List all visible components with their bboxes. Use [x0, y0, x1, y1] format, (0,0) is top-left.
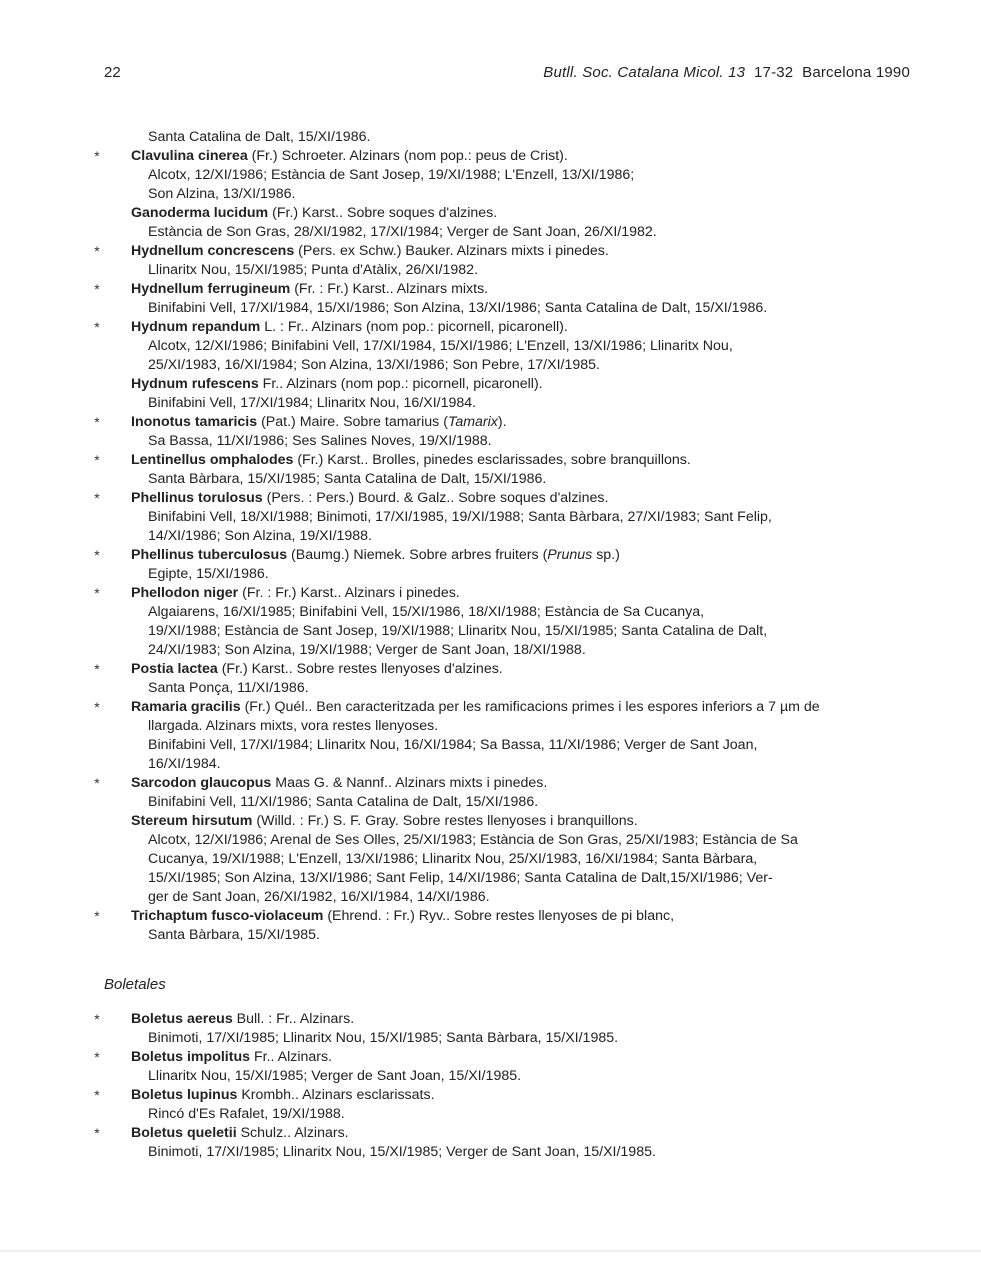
- asterisk-marker: *: [94, 585, 100, 601]
- page-number: 22: [104, 64, 121, 81]
- species-locality: Santa Bàrbara, 15/XI/1985.: [148, 927, 320, 943]
- species-habitat: . Alzinars (nom pop.: picornell, picaronell).: [279, 376, 543, 392]
- species-habitat: . Alzinars mixts i pinedes.: [388, 775, 548, 791]
- species-habitat: . Sobre soques d'alzines.: [450, 490, 609, 506]
- species-author: (Willd. : Fr.) S. F. Gray: [252, 813, 395, 829]
- species-author: (Fr.) Karst.: [293, 452, 365, 468]
- species-habitat: . Alzinars.: [270, 1049, 333, 1065]
- asterisk-marker: *: [94, 699, 100, 715]
- continued-locality: Santa Catalina de Dalt, 15/XI/1986.: [148, 129, 371, 145]
- habitat-end: sp.): [592, 547, 620, 563]
- species-heading: [94, 147, 893, 166]
- species-habitat: . Sobre arbres fruiters (: [401, 547, 548, 563]
- species-heading: [94, 546, 893, 565]
- species-heading: [94, 1124, 893, 1143]
- species-heading: [94, 489, 893, 508]
- species-heading: [94, 907, 893, 926]
- species-entry: [94, 546, 910, 584]
- species-heading: [94, 774, 893, 793]
- species-locality: ger de Sant Joan, 26/XI/1982, 16/XI/1984, 14/XI/1986.: [148, 889, 490, 905]
- species-heading: [94, 660, 893, 679]
- species-heading: [94, 1010, 893, 1029]
- species-locality: Binifabini Vell, 18/XI/1988; Binimoti, 17/XI/1985, 19/XI/1988; Santa Bàrbara, 27/XI/1983; Sant Felip,: [148, 509, 772, 525]
- species-author: L. : Fr.: [260, 319, 305, 335]
- species-name: Stereum hirsutum: [131, 813, 253, 829]
- asterisk-marker: *: [94, 281, 100, 297]
- species-author: (Baumg.) Niemek: [287, 547, 402, 563]
- page-bottom-rule: [0, 1250, 981, 1252]
- species-name: Boletus aereus: [131, 1011, 233, 1027]
- species-heading: [94, 318, 893, 337]
- species-name: Phellinus torulosus: [131, 490, 263, 506]
- species-habitat: . Sobre restes llenyoses i branquillons.: [394, 813, 638, 829]
- asterisk-marker: *: [94, 775, 100, 791]
- species-heading: [94, 698, 893, 717]
- species-author: Schulz.: [236, 1125, 288, 1141]
- habitat-genus: Tamarix: [447, 414, 498, 430]
- species-author: Maas G. & Nannf.: [271, 775, 389, 791]
- species-habitat: . Alzinars (nom pop.: picornell, picaronell).: [304, 319, 568, 335]
- main-entries: [94, 147, 910, 945]
- species-locality: Alcotx, 12/XI/1986; Estància de Sant Josep, 19/XI/1988; L'Enzell, 13/XI/1986;: [148, 167, 635, 183]
- species-locality: Rincó d'Es Rafalet, 19/XI/1988.: [148, 1106, 345, 1122]
- species-locality: Alcotx, 12/XI/1986; Arenal de Ses Olles, 25/XI/1983; Estància de Son Gras, 25/XI/1983; Estància de Sa: [148, 832, 798, 848]
- species-locality: 24/XI/1983; Son Alzina, 19/XI/1988; Verger de Sant Joan, 18/XI/1988.: [148, 642, 586, 658]
- species-habitat: . Alzinars esclarissats.: [294, 1087, 435, 1103]
- species-name: Ramaria gracilis: [131, 699, 241, 715]
- species-author: Fr.: [250, 1049, 271, 1065]
- species-habitat: . Sobre restes llenyoses de pi blanc,: [446, 908, 675, 924]
- species-name: Trichaptum fusco-violaceum: [131, 908, 324, 924]
- species-author: (Pat.) Maire: [257, 414, 336, 430]
- species-locality: Binifabini Vell, 17/XI/1984; Llinaritx Nou, 16/XI/1984.: [148, 395, 477, 411]
- boletales-entries: [94, 1010, 910, 1162]
- species-locality: Egipte, 15/XI/1986.: [148, 566, 269, 582]
- species-habitat: . Alzinars.: [287, 1125, 349, 1141]
- species-name: Clavulina cinerea: [131, 148, 248, 164]
- species-name: Hydnum rufescens: [131, 376, 259, 392]
- species-locality: Son Alzina, 13/XI/1986.: [148, 186, 296, 202]
- species-author: (Fr.) Schroeter: [247, 148, 343, 164]
- asterisk-marker: *: [94, 1049, 100, 1065]
- species-author: Krombh.: [237, 1087, 295, 1103]
- species-locality: Sa Bassa, 11/XI/1986; Ses Salines Noves, 19/XI/1988.: [148, 433, 492, 449]
- species-entry: [94, 318, 910, 375]
- species-entry: [94, 584, 910, 660]
- journal-pages: 17-32: [753, 64, 794, 81]
- species-locality: 25/XI/1983, 16/XI/1984; Son Alzina, 13/XI/1986; Son Pebre, 17/XI/1985.: [148, 357, 600, 373]
- species-heading: [94, 1048, 893, 1067]
- species-locality: 16/XI/1984.: [148, 756, 221, 772]
- asterisk-marker: *: [94, 490, 100, 506]
- species-locality: 15/XI/1985; Son Alzina, 13/XI/1986; Sant Felip, 14/XI/1986; Santa Catalina de Dalt,15/XI/1986; Ver-: [148, 870, 773, 886]
- species-entry: [94, 451, 910, 489]
- species-locality: Cucanya, 19/XI/1988; L'Enzell, 13/XI/1986; Llinaritx Nou, 25/XI/1983, 16/XI/1984; Santa Bàrbara,: [148, 851, 758, 867]
- asterisk-marker: *: [94, 661, 100, 677]
- habitat-genus: Prunus: [547, 547, 593, 563]
- species-entry: [94, 413, 910, 451]
- species-author: Bull. : Fr.: [232, 1011, 293, 1027]
- species-entry: [94, 774, 910, 812]
- species-name: Postia lactea: [131, 661, 218, 677]
- species-heading: [131, 204, 893, 223]
- journal-citation: [543, 64, 910, 81]
- species-locality: 14/XI/1986; Son Alzina, 19/XI/1988.: [148, 528, 373, 544]
- species-habitat: . Sobre soques d'alzines.: [339, 205, 498, 221]
- species-heading: [94, 584, 893, 603]
- species-locality: Alcotx, 12/XI/1986; Binifabini Vell, 17/XI/1984, 15/XI/1986; L'Enzell, 13/XI/1986; Llinaritx Nou,: [148, 338, 733, 354]
- species-heading: [94, 451, 893, 470]
- species-entry: [94, 147, 910, 204]
- species-list: [94, 128, 910, 945]
- species-locality: Binifabini Vell, 17/XI/1984, 15/XI/1986; Son Alzina, 13/XI/1986; Santa Catalina de Dalt, 15/XI/1986.: [148, 300, 768, 316]
- section-title: Boletales: [104, 976, 166, 993]
- species-habitat: . Sobre restes llenyoses d'alzines.: [288, 661, 503, 677]
- species-name: Lentinellus omphalodes: [131, 452, 294, 468]
- species-heading: [94, 1086, 893, 1105]
- species-entry: [94, 280, 910, 318]
- habitat-end: ).: [497, 414, 507, 430]
- asterisk-marker: *: [94, 1011, 100, 1027]
- species-name: Hydnellum concrescens: [131, 243, 295, 259]
- species-locality: Santa Bàrbara, 15/XI/1985; Santa Catalina de Dalt, 15/XI/1986.: [148, 471, 547, 487]
- species-author: (Ehrend. : Fr.) Ryv.: [323, 908, 447, 924]
- asterisk-marker: *: [94, 319, 100, 335]
- asterisk-marker: *: [94, 452, 100, 468]
- species-entry: [94, 1086, 910, 1124]
- species-locality: Santa Ponça, 11/XI/1986.: [148, 680, 309, 696]
- species-entry: [104, 204, 910, 242]
- species-entry: [94, 698, 910, 774]
- species-author: (Fr. : Fr.) Karst.: [290, 281, 390, 297]
- species-entry: [104, 375, 910, 413]
- species-habitat: . Brolles, pinedes esclarissades, sobre branquillons.: [364, 452, 691, 468]
- species-entry: [104, 812, 910, 907]
- species-habitat: . Ben caracteritzada per les ramificacions primes i les espores inferiors a 7 µm de: [308, 699, 820, 715]
- species-author: (Fr. : Fr.) Karst.: [238, 585, 338, 601]
- species-habitat: . Alzinars mixts.: [389, 281, 489, 297]
- species-name: Inonotus tamaricis: [131, 414, 258, 430]
- asterisk-marker: *: [94, 1125, 100, 1141]
- species-name: Phellinus tuberculosus: [131, 547, 288, 563]
- continued-entry: [104, 128, 910, 147]
- asterisk-marker: *: [94, 243, 100, 259]
- asterisk-marker: *: [94, 547, 100, 563]
- species-habitat: . Alzinars i pinedes.: [337, 585, 460, 601]
- species-habitat: . Alzinars.: [292, 1011, 355, 1027]
- species-author: (Fr.) Quél.: [240, 699, 309, 715]
- boletales-section: [94, 976, 910, 1162]
- species-author: (Pers. : Pers.) Bourd. & Galz.: [262, 490, 451, 506]
- species-author: (Fr.) Karst.: [217, 661, 289, 677]
- species-name: Boletus queletii: [131, 1125, 237, 1141]
- species-name: Ganoderma lucidum: [131, 205, 269, 221]
- species-heading: [94, 413, 893, 432]
- species-locality: llargada. Alzinars mixts, vora restes llenyoses.: [148, 718, 439, 734]
- species-locality: Binimoti, 17/XI/1985; Llinaritx Nou, 15/XI/1985; Santa Bàrbara, 15/XI/1985.: [148, 1030, 619, 1046]
- running-header: [104, 64, 910, 86]
- species-heading: [94, 280, 893, 299]
- species-locality: Llinaritx Nou, 15/XI/1985; Verger de Sant Joan, 15/XI/1985.: [148, 1068, 522, 1084]
- species-locality: Binifabini Vell, 11/XI/1986; Santa Catalina de Dalt, 15/XI/1986.: [148, 794, 539, 810]
- species-name: Sarcodon glaucopus: [131, 775, 272, 791]
- species-locality: Estància de Son Gras, 28/XI/1982, 17/XI/1984; Verger de Sant Joan, 26/XI/1982.: [148, 224, 657, 240]
- species-habitat: . Sobre tamarius (: [335, 414, 448, 430]
- species-author: Fr.: [258, 376, 280, 392]
- species-author: (Fr.) Karst.: [268, 205, 340, 221]
- species-entry: [94, 660, 910, 698]
- species-entry: [94, 1124, 910, 1162]
- species-entry: [94, 489, 910, 546]
- species-heading: [131, 812, 893, 831]
- species-name: Boletus lupinus: [131, 1087, 238, 1103]
- species-locality: 19/XI/1988; Estància de Sant Josep, 19/XI/1988; Llinaritx Nou, 15/XI/1985; Santa Catalina de Dalt,: [148, 623, 768, 639]
- species-author: (Pers. ex Schw.) Bauker: [294, 243, 450, 259]
- species-entry: [94, 907, 910, 945]
- species-name: Phellodon niger: [131, 585, 239, 601]
- species-entry: [94, 242, 910, 280]
- species-entry: [94, 1010, 910, 1048]
- species-locality: Binimoti, 17/XI/1985; Llinaritx Nou, 15/XI/1985; Verger de Sant Joan, 15/XI/1985.: [148, 1144, 656, 1160]
- asterisk-marker: *: [94, 414, 100, 430]
- species-locality: Algaiarens, 16/XI/1985; Binifabini Vell, 15/XI/1986, 18/XI/1988; Estància de Sa Cucanya,: [148, 604, 705, 620]
- asterisk-marker: *: [94, 1087, 100, 1103]
- species-name: Hydnum repandum: [131, 319, 261, 335]
- species-locality: Binifabini Vell, 17/XI/1984; Llinaritx Nou, 16/XI/1984; Sa Bassa, 11/XI/1986; Verger de Sant Joan,: [148, 737, 758, 753]
- species-habitat: . Alzinars mixts i pinedes.: [449, 243, 609, 259]
- species-name: Boletus impolitus: [131, 1049, 251, 1065]
- species-heading: [94, 242, 893, 261]
- asterisk-marker: *: [94, 148, 100, 164]
- journal-volume: 13: [728, 64, 746, 81]
- species-entry: [94, 1048, 910, 1086]
- species-name: Hydnellum ferrugineum: [131, 281, 291, 297]
- species-habitat: . Alzinars (nom pop.: peus de Crist).: [342, 148, 568, 164]
- species-heading: [131, 375, 893, 394]
- species-locality: Llinaritx Nou, 15/XI/1985; Punta d'Atàlix, 26/XI/1982.: [148, 262, 479, 278]
- journal-place-year: Barcelona 1990: [802, 64, 910, 81]
- asterisk-marker: *: [94, 908, 100, 924]
- journal-abbreviation: Butll. Soc. Catalana Micol.: [543, 64, 724, 81]
